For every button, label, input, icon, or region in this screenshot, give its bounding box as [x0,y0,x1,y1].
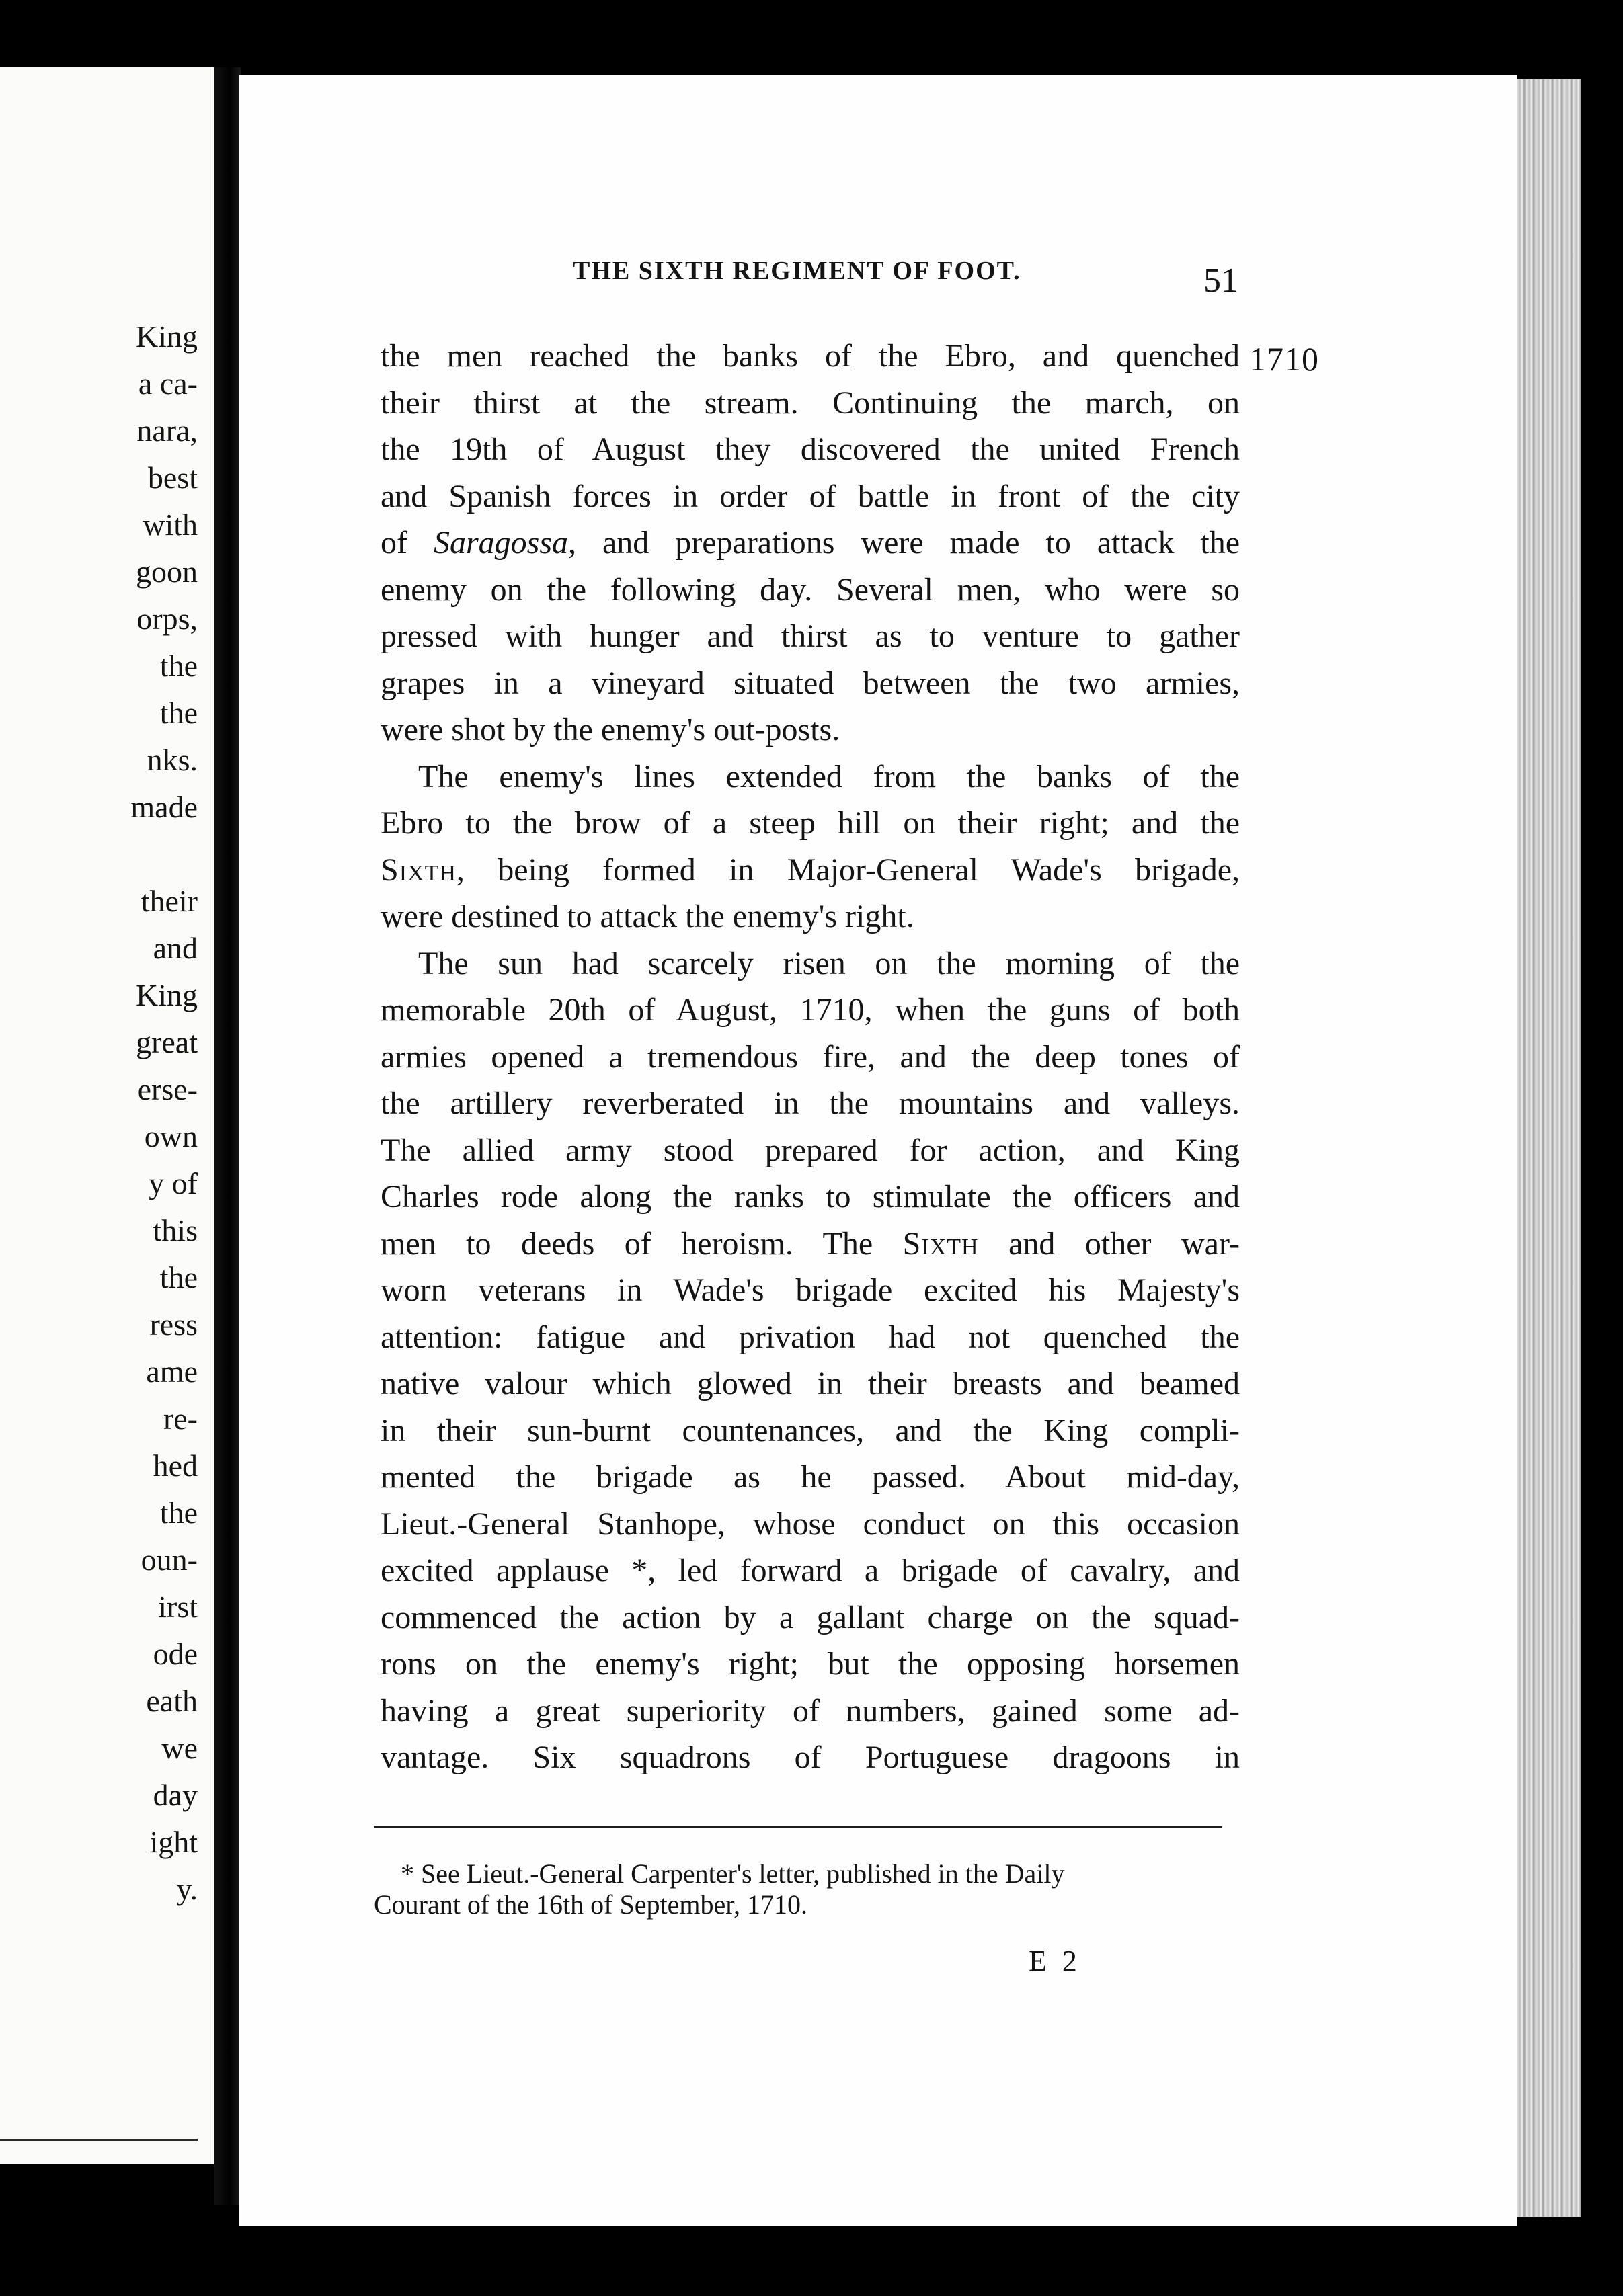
footnote [374,1858,1226,1920]
facing-page-fragment: erse- [137,1072,198,1106]
facing-page-fragment: goon [136,555,198,589]
facing-page-fragment: King [136,978,198,1012]
facing-page-fragment: best [147,460,198,495]
facing-page-fragment: day [153,1778,198,1812]
facing-page-fragment: hed [153,1448,198,1483]
text-line: The enemy's lines extended from the banks of the [418,758,1240,794]
footnote-line: * See Lieut.-General Carpenter's letter, published in the Daily [401,1858,1065,1889]
margin-year-note: 1710 [1249,340,1319,378]
facing-page-fragment: ress [149,1307,198,1342]
text-line: grapes in a vineyard situated between the two armies, [381,665,1240,701]
text-line: Charles rode along the ranks to stimulate the officers and [381,1179,1240,1215]
paragraph-2 [381,753,1240,940]
text-line: having a great superiority of numbers, gained some ad- [381,1692,1240,1729]
facing-page-fragment: own [144,1119,198,1153]
facing-page-fragment: great [136,1025,198,1059]
facing-page-fragment: oun- [141,1543,198,1577]
text-run: men to deeds of heroism. The [381,1225,903,1262]
text-line: rons on the enemy's right; but the opposing horsemen [381,1646,1240,1682]
text-line: The allied army stood prepared for action, and King [381,1132,1240,1168]
signature-mark: E 2 [1029,1944,1081,1977]
facing-page-fragment: the [159,1260,198,1295]
text-line: commenced the action by a gallant charge on the squad- [381,1599,1240,1635]
text-line: The sun had scarcely risen on the morning of the [418,945,1240,981]
page-edges [1517,79,1581,2217]
text-run: , being formed in Major-General Wade's brigade, [456,852,1240,888]
footnote-rule [374,1826,1222,1828]
running-title: THE SIXTH REGIMENT OF FOOT. [573,257,1021,285]
book-gutter [214,67,241,2205]
text-line: the men reached the banks of the Ebro, and quenched [381,338,1240,374]
facing-page-fragment: ight [149,1825,198,1859]
facing-page-fragment: this [153,1213,198,1247]
paragraph-3 [381,940,1240,1781]
facing-page-fragment: King [136,319,198,354]
body-text [381,333,1240,1781]
text-line: worn veterans in Wade's brigade excited his Majesty's [381,1272,1240,1308]
text-line: armies opened a tremendous fire, and the deep tones of [381,1038,1240,1075]
regiment-name: Sixth [381,852,457,888]
text-line: enemy on the following day. Several men, who were so [381,571,1240,608]
facing-page-fragment: the [159,649,198,683]
facing-page-fragment: and [153,931,198,965]
facing-page-fragment: with [143,507,198,542]
text-line: native valour which glowed in their breasts and beamed [381,1366,1240,1401]
text-line: Ebro to the brow of a steep hill on their right; and the [381,805,1240,841]
text-line: pressed with hunger and thirst as to venture to gather [381,618,1240,654]
text-line: mented the brigade as he passed. About mid-day, [381,1459,1240,1495]
text-line: memorable 20th of August, 1710, when the guns of both [381,992,1240,1028]
text-line: attention: fatigue and privation had not quenched the [381,1319,1240,1355]
facing-page-fragment: nks. [147,743,198,777]
text-line [381,1221,1240,1268]
scan-border [1581,74,1623,2238]
facing-page-fragment: re- [163,1401,198,1436]
text-run: and other war- [978,1225,1240,1262]
text-line: were destined to attack the enemy's right. [381,899,914,934]
text-line: Lieut.-General Stanhope, whose conduct on this occasion [381,1506,1240,1542]
text-run: , and preparations were made to attack the [568,525,1240,561]
page-number: 51 [1203,261,1238,300]
text-run: of [381,525,434,561]
text-line: the 19th of August they discovered the united French [381,432,1240,467]
facing-page-fragment: ame [146,1354,198,1389]
footnote-line: Courant of the 16th of September, 1710. [374,1889,807,1920]
facing-page-fragment: y. [176,1872,198,1906]
facing-page-fragment: irst [158,1590,198,1624]
facing-page-fragment: nara, [136,413,198,448]
text-line [381,520,1240,567]
text-line: the artillery reverberated in the mountains and valleys. [381,1085,1240,1121]
facing-page-fragment: eath [146,1684,198,1718]
facing-page-fragment: y of [149,1166,198,1200]
place-name-saragossa: Saragossa [433,525,568,561]
regiment-name: Sixth [902,1225,979,1262]
text-line: and Spanish forces in order of battle in front of the city [381,478,1240,514]
facing-page-fragment: made [130,790,198,824]
facing-page-fragment: the [159,696,198,730]
text-line: in their sun-burnt countenances, and the King compli- [381,1412,1240,1448]
paragraph-1 [381,333,1240,753]
facing-page-fragment: a ca- [138,366,198,401]
facing-page-fragment: ode [153,1637,198,1671]
facing-page-footnote-rule [0,2139,198,2141]
text-line [381,847,1240,894]
facing-page-fragment: their [141,884,198,918]
facing-page-fragment: the [159,1495,198,1530]
text-line: excited applause *, led forward a brigade of cavalry, and [381,1553,1240,1588]
text-line: were shot by the enemy's out-posts. [381,712,840,747]
facing-page-fragment: orps, [136,602,198,636]
facing-page-text-fragments [0,67,214,2164]
facing-page-left [0,67,216,2164]
text-line: vantage. Six squadrons of Portuguese dragoons in [381,1739,1240,1775]
text-line: their thirst at the stream. Continuing the march, on [381,384,1240,421]
facing-page-fragment: we [161,1731,198,1765]
